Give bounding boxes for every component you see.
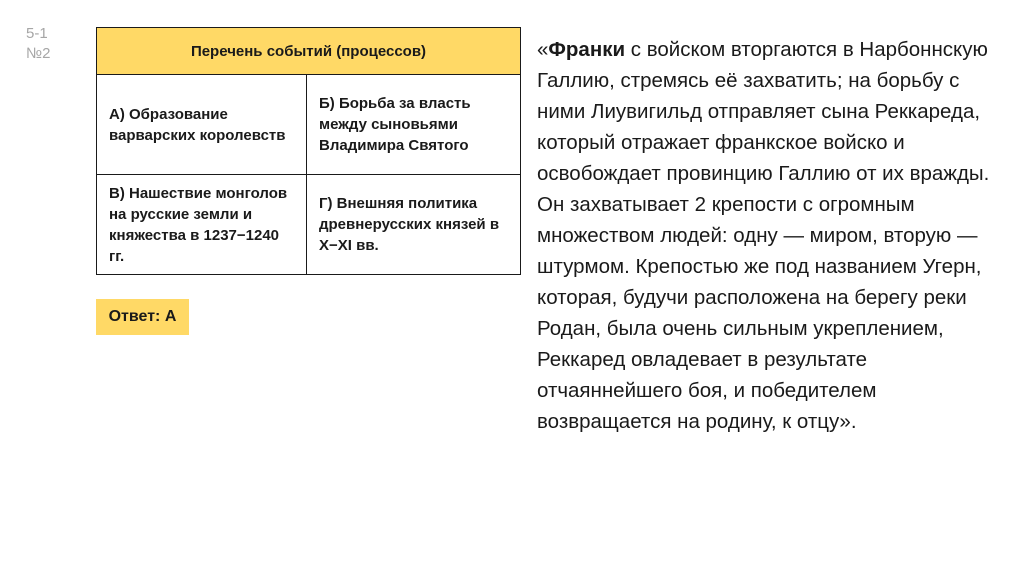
slide-number-label [26,24,50,64]
events-table [96,27,521,275]
task-number: №2 [26,45,51,62]
source-quote [537,34,997,437]
slide-number: 5-1 [26,25,48,42]
quote-open-mark: « [537,38,549,61]
events-table-header: Перечень событий (процессов) [97,28,521,75]
quote-body: с войском вторгаются в Нарбоннскую Галлию, стремясь её захватить; на борьбу с ними Лиувигильд отправляет сына Реккареда, который отражает франкское войско и освобождает провинцию Галлию от их вражды. Он захватывает 2 крепости с огромным множеством людей: одну — миром, вторую — штурмом. Крепостью же под названием Угерн, которая, будучи расположена на берегу реки Родан, была очень сильным укреплением, Реккаред овладевает в результате отчаяннейшего боя, и победителем возвращается на родину, к отцу». [537,38,990,433]
event-cell-d: Г) Внешняя политика древнерусских князей в X−XI вв. [307,175,521,275]
quote-bold-word: Франки [548,38,626,61]
event-cell-c: В) Нашествие монголов на русские земли и княжества в 1237−1240 гг. [97,175,307,275]
event-cell-a: А) Образование варварских королевств [97,75,307,175]
answer-badge: Ответ: А [96,299,189,335]
event-cell-b: Б) Борьба за власть между сыновьями Владимира Святого [307,75,521,175]
